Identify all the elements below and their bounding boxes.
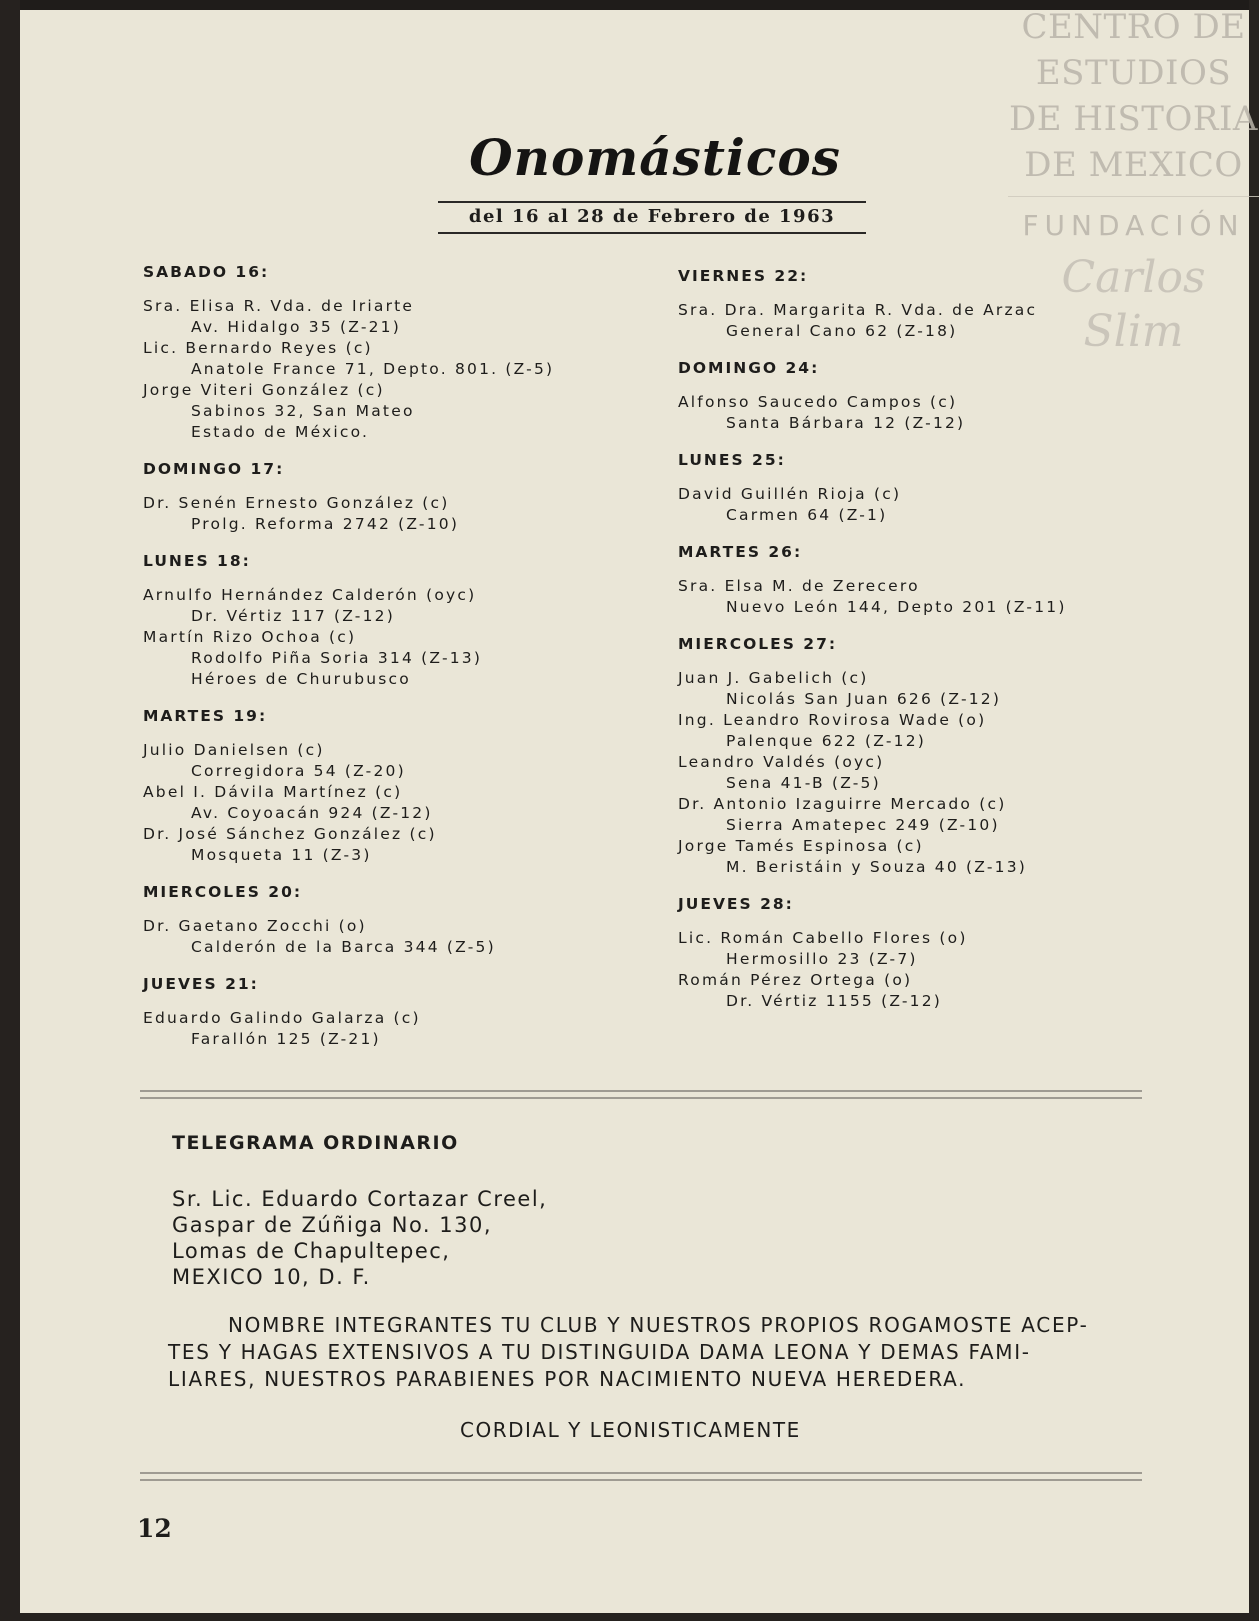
entry-address: Sierra Amatepec 249 (Z-10) xyxy=(726,816,1000,834)
day-group xyxy=(143,882,623,958)
entry-address: Av. Coyoacán 924 (Z-12) xyxy=(191,804,433,822)
day-group xyxy=(678,450,1148,526)
entry-name: Dr. José Sánchez González (c) xyxy=(143,825,437,843)
entry-address: Farallón 125 (Z-21) xyxy=(191,1030,381,1048)
day-heading: MARTES 26: xyxy=(678,543,803,561)
entry xyxy=(143,916,623,958)
telegram-heading: TELEGRAMA ORDINARIO xyxy=(172,1132,459,1154)
entry-name: Eduardo Galindo Galarza (c) xyxy=(143,1009,421,1027)
entry-address: Corregidora 54 (Z-20) xyxy=(191,762,406,780)
entry-name: Sra. Elsa M. de Zerecero xyxy=(678,577,920,595)
day-heading: JUEVES 21: xyxy=(143,975,259,993)
body-line: TES Y HAGAS EXTENSIVOS A TU DISTINGUIDA DAMA LEONA Y DEMAS FAMI- xyxy=(168,1340,1031,1364)
day-heading: JUEVES 28: xyxy=(678,895,794,913)
day-group xyxy=(678,358,1148,434)
right-column xyxy=(678,266,1148,1028)
entry xyxy=(143,380,623,443)
watermark-line: ESTUDIOS xyxy=(1035,53,1232,93)
day-heading: LUNES 25: xyxy=(678,451,786,469)
entry xyxy=(678,970,1148,1012)
entry xyxy=(678,576,1148,618)
telegram-closing: CORDIAL Y LEONISTICAMENTE xyxy=(460,1418,801,1442)
entry-name: Lic. Román Cabello Flores (o) xyxy=(678,929,968,947)
entry xyxy=(143,1008,623,1050)
watermark-foundation: FUNDACIÓN xyxy=(1022,209,1245,242)
entry-name: Lic. Bernardo Reyes (c) xyxy=(143,339,373,357)
entry xyxy=(678,300,1148,342)
entry-name: Román Pérez Ortega (o) xyxy=(678,971,913,989)
entry xyxy=(678,752,1148,794)
page-subtitle: del 16 al 28 de Febrero de 1963 xyxy=(468,206,836,227)
entry-name: Ing. Leandro Rovirosa Wade (o) xyxy=(678,711,987,729)
entry-address: Sena 41-B (Z-5) xyxy=(726,774,881,792)
telegram-address xyxy=(172,1186,547,1290)
scan-border-left xyxy=(0,0,20,1621)
entry xyxy=(143,627,623,690)
entry-address: Carmen 64 (Z-1) xyxy=(726,506,888,524)
day-group xyxy=(143,262,623,443)
entry-address: Dr. Vértiz 1155 (Z-12) xyxy=(726,992,943,1010)
day-heading: LUNES 18: xyxy=(143,552,251,570)
watermark-signature: Carlos Slim xyxy=(1061,252,1206,357)
entry xyxy=(678,794,1148,836)
entry-address: Rodolfo Piña Soria 314 (Z-13) xyxy=(191,649,483,667)
scan-border-bottom xyxy=(0,1613,1259,1621)
entry-address: Estado de México. xyxy=(191,423,370,441)
entry xyxy=(143,782,623,824)
entry-name: Sra. Elisa R. Vda. de Iriarte xyxy=(143,297,415,315)
day-group xyxy=(678,634,1148,878)
address-line: Gaspar de Zúñiga No. 130, xyxy=(172,1213,493,1237)
entry-address: Anatole France 71, Depto. 801. (Z-5) xyxy=(191,360,555,378)
day-heading: MIERCOLES 20: xyxy=(143,883,303,901)
entry-address: Av. Hidalgo 35 (Z-21) xyxy=(191,318,401,336)
double-divider xyxy=(140,1472,1142,1481)
watermark-line: DE MEXICO xyxy=(1024,145,1243,185)
entry-name: David Guillén Rioja (c) xyxy=(678,485,902,503)
watermark-line: DE HISTORIA xyxy=(1009,99,1258,139)
day-heading: DOMINGO 24: xyxy=(678,359,820,377)
day-heading: DOMINGO 17: xyxy=(143,460,285,478)
entry xyxy=(678,668,1148,710)
entry-name: Arnulfo Hernández Calderón (oyc) xyxy=(143,586,477,604)
entry-address: Nicolás San Juan 626 (Z-12) xyxy=(726,690,1002,708)
entry-name: Abel I. Dávila Martínez (c) xyxy=(143,783,403,801)
entry-name: Jorge Tamés Espinosa (c) xyxy=(678,837,924,855)
day-heading: VIERNES 22: xyxy=(678,267,809,285)
day-group xyxy=(143,459,623,535)
entry xyxy=(678,928,1148,970)
day-group xyxy=(143,974,623,1050)
address-line: MEXICO 10, D. F. xyxy=(172,1265,371,1289)
page-title: Onomásticos xyxy=(469,128,841,187)
watermark-line: CENTRO DE xyxy=(1021,7,1246,47)
entry-address: Hermosillo 23 (Z-7) xyxy=(726,950,918,968)
body-line: NOMBRE INTEGRANTES TU CLUB Y NUESTROS PROPIOS ROGAMOSTE ACEP- xyxy=(228,1313,1089,1337)
entry xyxy=(143,296,623,338)
day-heading: MARTES 19: xyxy=(143,707,268,725)
entry-address: M. Beristáin y Souza 40 (Z-13) xyxy=(726,858,1027,876)
entry-address: Dr. Vértiz 117 (Z-12) xyxy=(191,607,395,625)
entry-name: Martín Rizo Ochoa (c) xyxy=(143,628,357,646)
address-line: Sr. Lic. Eduardo Cortazar Creel, xyxy=(172,1187,548,1211)
body-line: LIARES, NUESTROS PARABIENES POR NACIMIENTO NUEVA HEREDERA. xyxy=(168,1367,967,1391)
entry-name: Dr. Antonio Izaguirre Mercado (c) xyxy=(678,795,1007,813)
entry-name: Alfonso Saucedo Campos (c) xyxy=(678,393,958,411)
entry-name: Julio Danielsen (c) xyxy=(143,741,325,759)
watermark xyxy=(1008,4,1259,357)
watermark-divider xyxy=(1008,196,1259,197)
entry xyxy=(143,740,623,782)
subtitle-rule-top xyxy=(438,201,866,203)
entry-name: Sra. Dra. Margarita R. Vda. de Arzac xyxy=(678,301,1038,319)
page-number: 12 xyxy=(137,1514,172,1543)
entry-name: Juan J. Gabelich (c) xyxy=(678,669,869,687)
entry-address: Calderón de la Barca 344 (Z-5) xyxy=(191,938,496,956)
address-line: Lomas de Chapultepec, xyxy=(172,1239,451,1263)
entry-address: Santa Bárbara 12 (Z-12) xyxy=(726,414,966,432)
day-group xyxy=(678,542,1148,618)
entry xyxy=(143,585,623,627)
day-group xyxy=(143,551,623,690)
day-heading: MIERCOLES 27: xyxy=(678,635,838,653)
entry xyxy=(678,484,1148,526)
left-column xyxy=(143,262,623,1066)
day-heading: SABADO 16: xyxy=(143,263,270,281)
entry-address: Nuevo León 144, Depto 201 (Z-11) xyxy=(726,598,1067,616)
entry-address: Sabinos 32, San Mateo xyxy=(191,402,415,420)
day-group xyxy=(678,266,1148,342)
entry-name: Leandro Valdés (oyc) xyxy=(678,753,885,771)
entry xyxy=(143,824,623,866)
entry-name: Dr. Senén Ernesto González (c) xyxy=(143,494,450,512)
entry xyxy=(678,710,1148,752)
entry xyxy=(678,836,1148,878)
entry-name: Jorge Viteri González (c) xyxy=(143,381,385,399)
entry-address: Prolg. Reforma 2742 (Z-10) xyxy=(191,515,460,533)
entry-address: Mosqueta 11 (Z-3) xyxy=(191,846,372,864)
entry-name: Dr. Gaetano Zocchi (o) xyxy=(143,917,367,935)
day-group xyxy=(678,894,1148,1012)
entry-address: Héroes de Churubusco xyxy=(191,670,411,688)
subtitle-rule-bottom xyxy=(438,232,866,234)
entry-address: General Cano 62 (Z-18) xyxy=(726,322,958,340)
day-group xyxy=(143,706,623,866)
double-divider xyxy=(140,1090,1142,1099)
entry xyxy=(143,493,623,535)
entry xyxy=(143,338,623,380)
entry xyxy=(678,392,1148,434)
telegram-body xyxy=(168,1312,1118,1393)
entry-address: Palenque 622 (Z-12) xyxy=(726,732,927,750)
